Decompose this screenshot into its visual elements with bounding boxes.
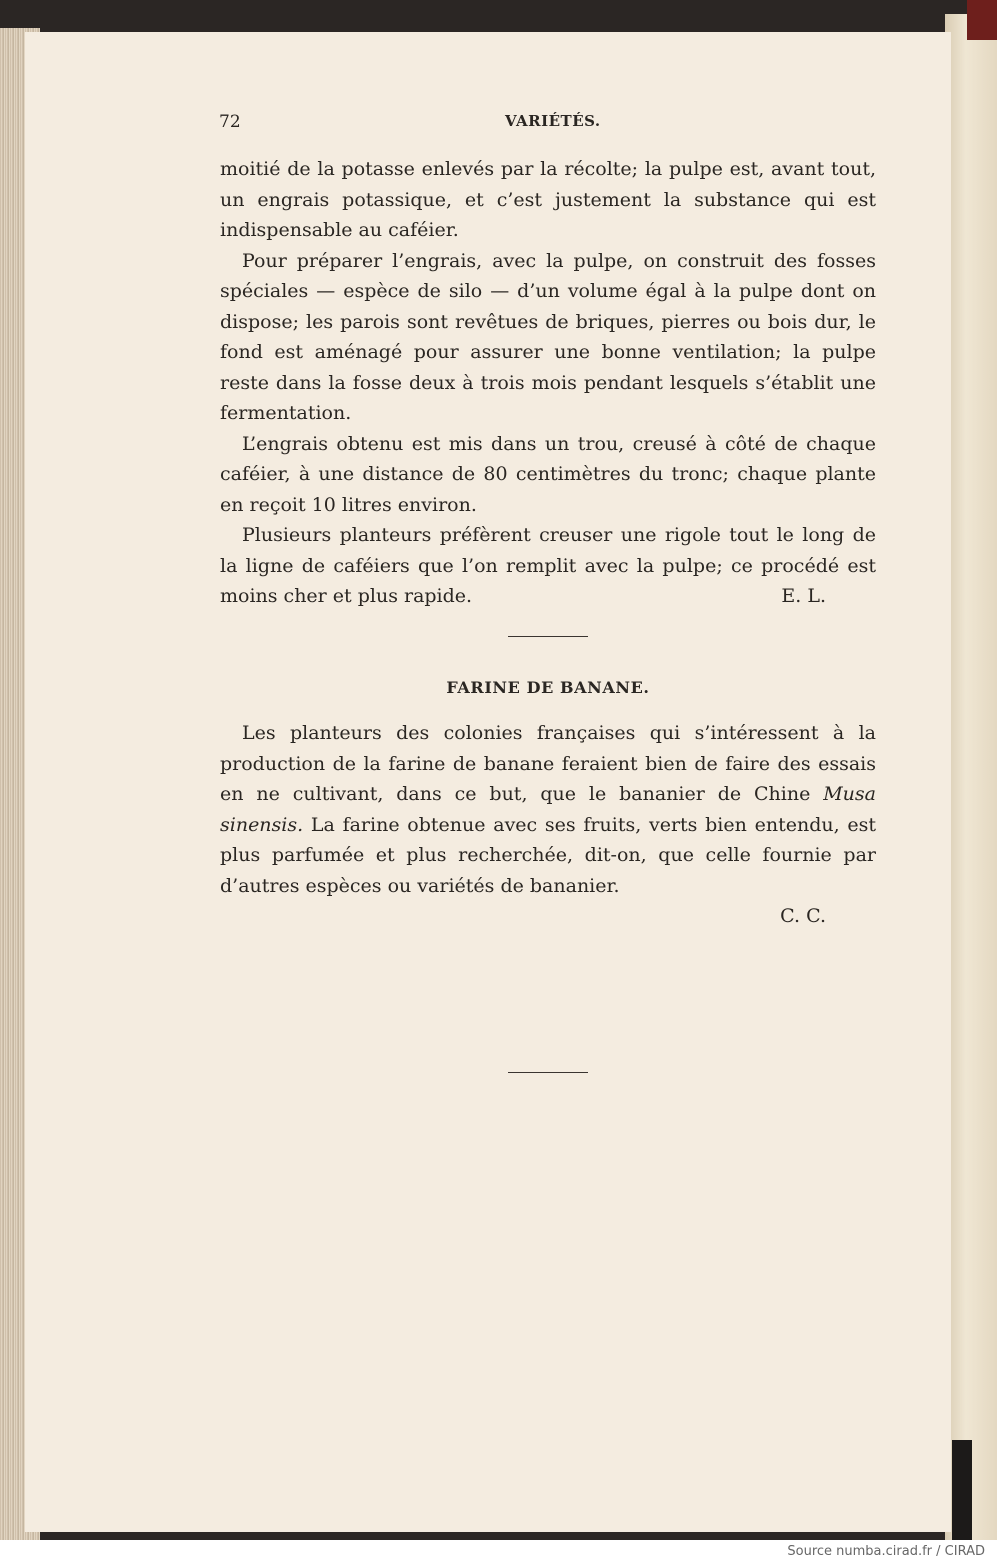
species-name: Musa sinensis. (220, 783, 876, 836)
paragraph: L’engrais obtenu est mis dans un trou, creusé à côté de chaque caféier, à une distance de 80 centimètres du tronc; chaque plante en reçoit 10 litres environ. (220, 432, 876, 516)
paragraph: moitié de la potasse enlevés par la récolte; la pulpe est, avant tout, un engrais potassique, et c’est justement la substance qui est indispensable au caféier. (220, 158, 876, 241)
paragraph-text: Les planteurs des colonies françaises qui s’intéressent à la production de la farine de banane feraient bien de faire des essais en ne cultivant, dans ce but, que le bananier de Chine (220, 722, 876, 805)
paragraph-text: La farine obtenue avec ses fruits, verts bien entendu, est plus parfumée et plus recherchée, dit-on, que celle fournie par d’autres espèces ou variétés de bananier. (220, 813, 876, 897)
paragraph-with-signature (220, 520, 876, 612)
book-spine-shadow (952, 1440, 972, 1540)
article-farine-banane (220, 718, 876, 932)
running-title: VARIÉTÉS. (505, 112, 601, 130)
book-cover-corner (967, 0, 997, 40)
section-divider (508, 1072, 588, 1073)
signature: E. L. (781, 585, 826, 607)
paragraph (220, 718, 876, 901)
section-title: FARINE DE BANANE. (446, 678, 650, 697)
section-divider (508, 636, 588, 637)
page-header (219, 112, 879, 136)
right-page-leaf (945, 14, 997, 1540)
paragraph-text: Plusieurs planteurs préfèrent creuser une rigole tout le long de la ligne de caféiers que l’on remplit avec la pulpe; ce procédé est moins cher et plus rapide. (220, 524, 876, 607)
page-number: 72 (219, 112, 241, 132)
source-credit: Source numba.cirad.fr / CIRAD (787, 1544, 985, 1559)
signature: C. C. (780, 905, 826, 927)
article-engrais (220, 154, 876, 612)
paragraph: Pour préparer l’engrais, avec la pulpe, on construit des fosses spéciales — espèce de silo — d’un volume égal à la pulpe dont on dispose; les parois sont revêtues de briques, pierres ou bois dur, le fond est aménagé pour assurer une bonne ventilation; la pulpe reste dans la fosse deux à trois mois pendant lesquels s’établit une fermentation. (220, 249, 876, 424)
